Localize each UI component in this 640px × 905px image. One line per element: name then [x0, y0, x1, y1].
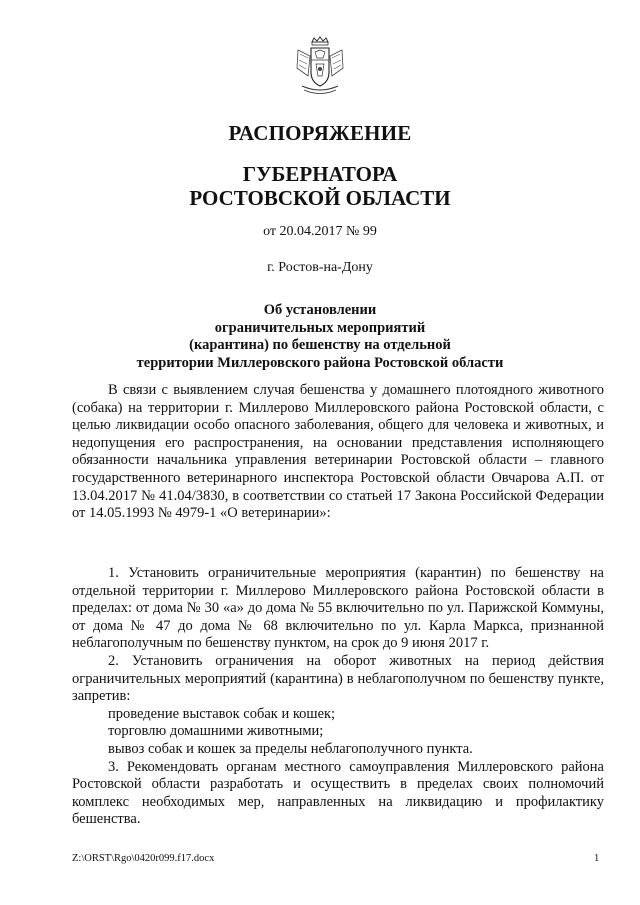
preamble-paragraph: В связи с выявлением случая бешенства у домашнего плотоядного животного (собака) на территории г. Миллерово Миллеровского района Ростовской области, с целью ликвидации особо опасного заболевания, общего для человека и животных, и недопущения его распространения, на основании представления исполняющего обязанности начальника управления ветеринарии Ростовской области – главного государственного ветеринарного инспектора Ростовской области Овчарова А.П. от 13.04.2017 № 41.04/3830, в соответствии со статьей 17 Закона Российской Федерации от 14.05.1993 № 4979-1 «О ветеринарии»: — [72, 382, 604, 522]
document-city: г. Ростов-на-Дону — [267, 260, 373, 275]
order-item-3: 3. Рекомендовать органам местного самоуправления Миллеровского района Ростовской области разработать и осуществить в пределах своих полномочий комплекс необходимых мер, направленных на ликвидацию и профилактику бешенства. — [72, 758, 604, 828]
order-item-2-sub-1: проведение выставок собак и кошек; — [108, 705, 336, 722]
subject-line: (карантина) по бешенству на отдельной — [189, 337, 451, 353]
document-type-title: РАСПОРЯЖЕНИЕ — [228, 121, 412, 145]
order-item-2-sub-3: вывоз собак и кошек за пределы неблагополучного пункта. — [108, 740, 473, 757]
document-subject — [80, 302, 560, 372]
order-item-2: 2. Установить ограничения на оборот животных на период действия ограничительных мероприятий (карантина) в неблагополучном по бешенству пункте, запретив: — [72, 652, 604, 705]
footer-page-number: 1 — [594, 853, 600, 864]
order-item-2-sub-2: торговлю домашними животными; — [108, 723, 324, 740]
rostov-region-coat-of-arms-icon — [294, 36, 346, 98]
subject-line: ограничительных мероприятий — [214, 319, 426, 336]
document-date-number: от 20.04.2017 № 99 — [263, 224, 377, 239]
subject-line: территории Миллеровского района Ростовской области — [136, 354, 504, 371]
issuer-title-line2: РОСТОВСКОЙ ОБЛАСТИ — [189, 186, 451, 210]
order-items — [72, 565, 604, 829]
footer-file-path: Z:\ORST\Rgo\0420r099.f17.docx — [72, 853, 215, 864]
order-item-1: 1. Установить ограничительные мероприятия (карантин) по бешенству на отдельной территории г. Миллерово Миллеровского района Ростовской области в пределах: от дома № 30 «а» до дома № 55 включительно по ул. Парижской Коммуны, от дома № 47 до дома № 68 включительно по ул. Карла Маркса, признанной неблагополучным по бешенству пунктом, на срок до 9 июня 2017 г. — [72, 565, 604, 652]
subject-line: Об установлении — [263, 302, 377, 318]
issuer-title-line1: ГУБЕРНАТОРА — [242, 162, 398, 186]
